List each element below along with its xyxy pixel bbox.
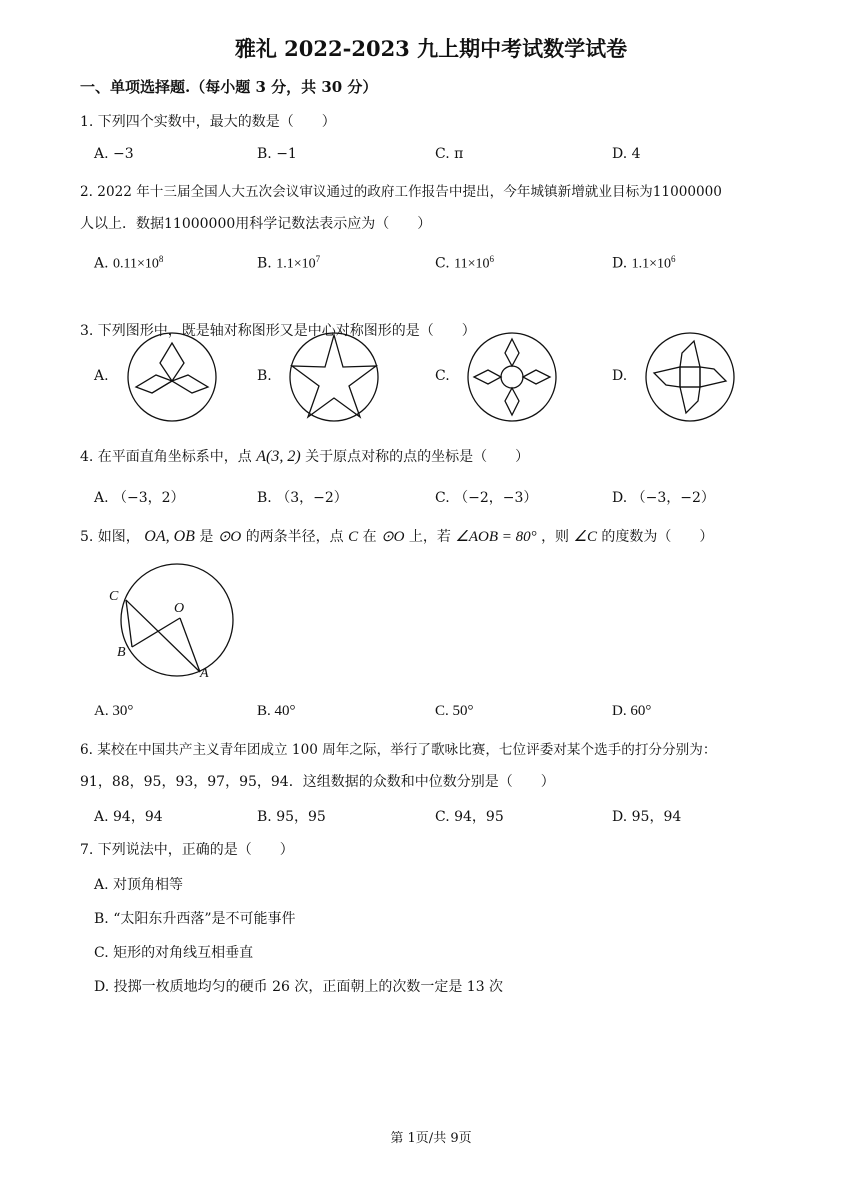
q2-option-d-base: 1.1×10 (631, 256, 672, 272)
q2-option-c-base: 11×10 (454, 256, 490, 272)
q7-option-a: A. 对顶角相等 (94, 877, 184, 893)
q4-option-d: D. （−3，−2） (612, 490, 715, 506)
q2-option-c-label: C. (435, 255, 450, 272)
q5-option-c: C. 50° (435, 703, 474, 719)
q3-option-b-label: B. (257, 368, 272, 384)
q4-stem-post: 关于原点对称的点的坐标是（ ） (305, 449, 530, 465)
q5-circle1: ⊙O (217, 529, 242, 545)
q5-option-a: A. 30° (94, 703, 134, 719)
q5-circle2: ⊙O (381, 529, 405, 545)
question-4-stem (80, 446, 529, 466)
q6-option-a: A. 94，94 (94, 809, 163, 825)
q2-option-c-exp: 6 (489, 254, 495, 264)
q5-label-a: A (200, 666, 209, 681)
page-footer: 第 1页/共 9页 (390, 1131, 472, 1146)
q6-option-d: D. 95，94 (612, 809, 682, 825)
q5-option-b: B. 40° (257, 703, 296, 719)
q3-option-c-label: C. (435, 368, 450, 384)
q2-option-a-label: A. (94, 255, 109, 272)
q2-option-c (435, 254, 494, 273)
q2-option-b-label: B. (257, 255, 272, 272)
q3-option-a-label: A. (94, 368, 109, 384)
q1-option-b: B. −1 (257, 146, 297, 162)
question-2-stem-line2: 人以上．数据11000000用科学记数法表示应为（ ） (80, 216, 432, 232)
q5-stem-mid2: 的两条半径，点 (245, 529, 344, 545)
q7-option-c: C. 矩形的对角线互相垂直 (94, 945, 254, 961)
q5-stem-mid5: ，则 (541, 529, 570, 545)
q4-stem-pre: 4. 在平面直角坐标系中，点 (80, 449, 252, 465)
question-2-stem-line1: 2. 2022 年十三届全国人大五次会议审议通过的政府工作报告中提出，今年城镇新增就业目标为11000000 (80, 184, 722, 200)
question-6-stem-line1: 6. 某校在中国共产主义青年团成立 100 周年之际，举行了歌咏比赛，七位评委对某个选手的打分分别为： (80, 742, 717, 758)
q5-label-c: C (109, 589, 119, 604)
q2-option-d (612, 254, 676, 273)
q3-option-d-label: D. (612, 368, 628, 384)
q1-option-a: A. −3 (94, 146, 134, 162)
question-6-stem-line2: 91，88，95，93，97，95，94．这组数据的众数和中位数分别是（ ） (80, 774, 555, 790)
q7-option-d: D. 投掷一枚质地均匀的硬币 26 次，正面朝上的次数一定是 13 次 (94, 979, 504, 995)
q5-label-o: O (174, 601, 185, 616)
q5-point-c: C (348, 529, 359, 545)
q2-option-b-base: 1.1×10 (276, 256, 316, 272)
page-title: 雅礼 2022-2023 九上期中考试数学试卷 (234, 36, 628, 61)
q4-option-b: B. （3，−2） (257, 490, 348, 506)
q7-option-b: B. “太阳东升西落”是不可能事件 (94, 911, 296, 927)
q4-option-c: C. （−2，−3） (435, 490, 538, 506)
q2-option-d-exp: 6 (671, 254, 676, 264)
q1-option-c: C. π (435, 146, 464, 162)
q5-stem-mid4: 上，若 (408, 529, 451, 545)
q6-option-c: C. 94，95 (435, 809, 504, 825)
question-7-stem: 7. 下列说法中，正确的是（ ） (80, 842, 294, 858)
q3-figure-c (466, 331, 558, 423)
q3-figure-b (288, 331, 380, 423)
q5-angle-asked: ∠C (573, 529, 597, 545)
q2-option-a-base: 0.11×10 (113, 256, 159, 272)
q3-figure-d (644, 331, 736, 423)
q2-option-a (94, 254, 163, 273)
q5-label-b: B (117, 645, 126, 660)
question-1-stem: 1. 下列四个实数中，最大的数是（ ） (80, 114, 336, 130)
q2-option-a-exp: 8 (158, 254, 164, 264)
question-3-stem: 3. 下列图形中，既是轴对称图形又是中心对称图形的是（ ） (80, 323, 476, 339)
q4-point: A(3, 2) (256, 448, 301, 465)
q5-option-d: D. 60° (612, 703, 652, 719)
q2-option-b (257, 254, 320, 273)
section-heading: 一、单项选择题.（每小题 3 分，共 30 分） (80, 78, 378, 96)
q3-figure-a (126, 331, 218, 423)
q5-stem-post: 的度数为（ ） (601, 529, 714, 545)
q5-radii: OA, OB (144, 528, 195, 545)
question-5-stem (80, 526, 713, 546)
q4-option-a: A. （−3，2） (94, 490, 185, 506)
q2-option-d-label: D. (612, 255, 628, 272)
q2-option-b-exp: 7 (315, 254, 321, 264)
q5-stem-pre: 5. 如图， (80, 529, 140, 545)
q5-stem-mid1: 是 (199, 529, 214, 545)
q6-option-b: B. 95，95 (257, 809, 326, 825)
q5-angle-given: ∠AOB = 80° (455, 529, 537, 545)
q5-stem-mid3: 在 (362, 529, 377, 545)
q1-option-d: D. 4 (612, 146, 641, 162)
q5-circle-figure (108, 562, 238, 686)
